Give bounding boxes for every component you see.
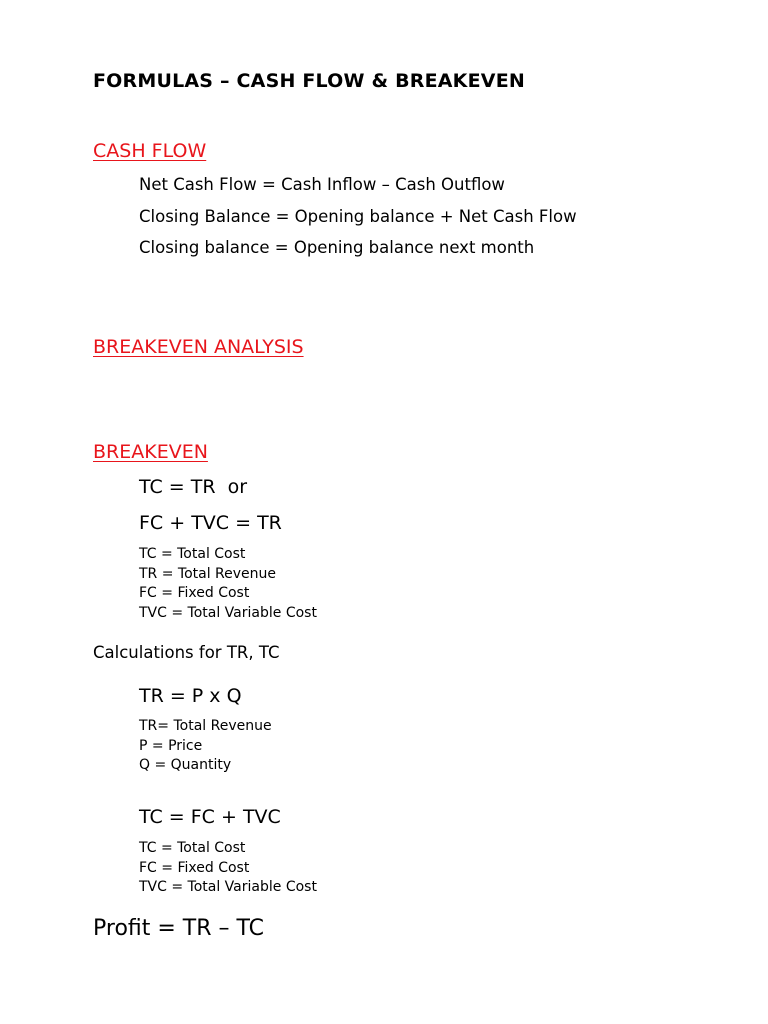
definition-line: P = Price — [139, 737, 203, 754]
closing-balance-formula: Closing Balance = Opening balance + Net Cash Flow — [139, 207, 577, 226]
profit-formula: Profit = TR – TC — [93, 916, 265, 941]
tc-formula: TC = FC + TVC — [139, 806, 281, 828]
definition-line: TR = Total Revenue — [139, 565, 277, 582]
breakeven-definitions — [139, 545, 317, 623]
calculations-heading: Calculations for TR, TC — [93, 643, 280, 662]
tc-definitions — [139, 839, 317, 898]
definition-line: FC = Fixed Cost — [139, 585, 250, 601]
definition-line: TC = Total Cost — [139, 546, 246, 562]
net-cash-flow-formula: Net Cash Flow = Cash Inflow – Cash Outflow — [139, 175, 505, 194]
tr-formula: TR = P x Q — [139, 685, 242, 707]
tc-equals-tr-formula: TC = TR or — [139, 476, 248, 498]
definition-line: FC = Fixed Cost — [139, 859, 250, 876]
cash-flow-heading: CASH FLOW — [93, 140, 207, 162]
definition-line: TR= Total Revenue — [139, 718, 272, 734]
definition-line: TC = Total Cost — [139, 840, 246, 856]
definition-line: Q = Quantity — [139, 757, 232, 773]
definition-line: TVC = Total Variable Cost — [139, 604, 317, 621]
page-title: FORMULAS – CASH FLOW & BREAKEVEN — [93, 70, 525, 92]
breakeven-analysis-heading: BREAKEVEN ANALYSIS — [93, 336, 304, 358]
breakeven-heading: BREAKEVEN — [93, 441, 208, 463]
tr-definitions — [139, 717, 272, 776]
fc-tvc-equals-tr-formula: FC + TVC = TR — [139, 512, 282, 534]
definition-line: TVC = Total Variable Cost — [139, 879, 317, 895]
closing-balance-next-month-formula: Closing balance = Opening balance next month — [139, 238, 535, 257]
